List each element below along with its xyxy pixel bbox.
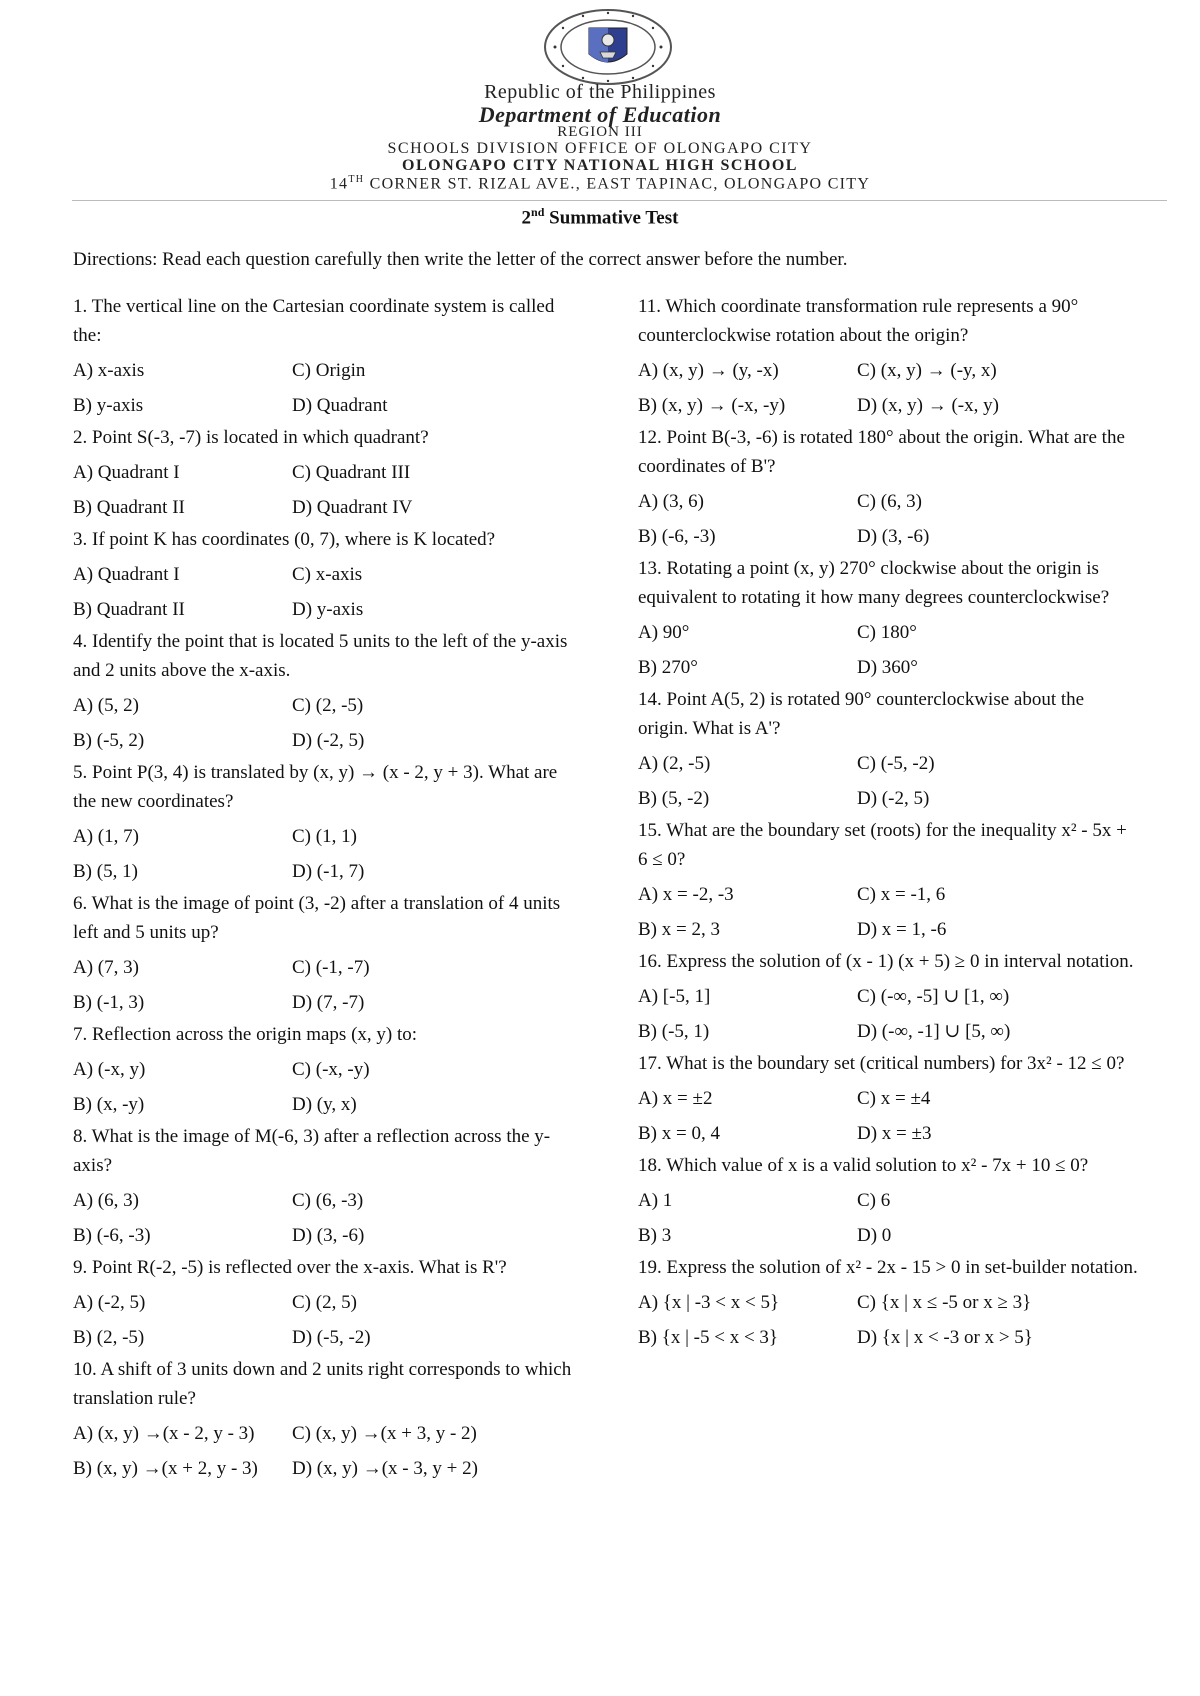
option-c: C) (6, 3) xyxy=(857,491,922,512)
option-row xyxy=(638,484,1138,519)
address-street: CORNER ST. RIZAL AVE., EAST TAPINAC, OLONGAPO CITY xyxy=(364,175,871,193)
option-c: C) (-5, -2) xyxy=(857,753,935,774)
option-row xyxy=(73,688,573,723)
directions: Directions: Read each question carefully then write the letter of the correct answer before the number. xyxy=(73,249,848,270)
option-row xyxy=(638,1183,1138,1218)
question-text: 15. What are the boundary set (roots) for the inequality x² - 5x + 6 ≤ 0? xyxy=(638,820,1127,870)
option-b: B) Quadrant II xyxy=(73,599,185,620)
option-row xyxy=(638,650,1138,685)
option-c: C) (x, y) → (-y, x) xyxy=(857,360,997,381)
option-row xyxy=(73,557,573,592)
question-text: 2. Point S(-3, -7) is located in which quadrant? xyxy=(73,427,429,448)
option-a: A) (-2, 5) xyxy=(73,1292,146,1313)
option-row xyxy=(73,353,573,388)
question-text: 7. Reflection across the origin maps (x, y) to: xyxy=(73,1024,418,1045)
option-c: C) (2, 5) xyxy=(292,1292,357,1313)
left-question-column xyxy=(73,292,573,1486)
option-row xyxy=(73,1320,573,1355)
option-row xyxy=(638,781,1138,816)
option-d: D) (-∞, -1] ∪ [5, ∞) xyxy=(857,1021,1011,1042)
question-text: 5. Point P(3, 4) is translated by (x, y) → (x - 2, y + 3). What are the new coordinates? xyxy=(73,762,558,812)
question-text: 12. Point B(-3, -6) is rotated 180° about the origin. What are the coordinates of B'? xyxy=(638,427,1125,477)
question-text: 10. A shift of 3 units down and 2 units right corresponds to which translation rule? xyxy=(73,1359,572,1409)
option-d: D) (-5, -2) xyxy=(292,1327,371,1348)
option-d: D) (x, y) →(x - 3, y + 2) xyxy=(292,1458,478,1479)
address-ordinal: TH xyxy=(348,174,365,185)
question-10 xyxy=(73,1355,573,1486)
option-row xyxy=(638,1218,1138,1253)
option-row xyxy=(73,1183,573,1218)
question-7 xyxy=(73,1020,573,1122)
option-row xyxy=(638,979,1138,1014)
option-b: B) y-axis xyxy=(73,395,144,416)
option-c: C) x = ±4 xyxy=(857,1088,931,1109)
option-row xyxy=(73,388,573,423)
option-a: A) x-axis xyxy=(73,360,145,381)
option-a: A) Quadrant I xyxy=(73,462,180,483)
question-11 xyxy=(638,292,1138,423)
option-b: B) 270° xyxy=(638,657,698,678)
option-row xyxy=(73,490,573,525)
title-number: 2 xyxy=(521,207,532,229)
option-c: C) (6, -3) xyxy=(292,1190,364,1211)
option-row xyxy=(73,592,573,627)
option-a: A) (1, 7) xyxy=(73,826,139,847)
question-13 xyxy=(638,554,1138,685)
option-a: A) Quadrant I xyxy=(73,564,180,585)
option-d: D) (3, -6) xyxy=(857,526,930,547)
option-b: B) (5, 1) xyxy=(73,861,138,882)
option-b: B) Quadrant II xyxy=(73,497,185,518)
option-c: C) x-axis xyxy=(292,564,363,585)
option-d: D) x = ±3 xyxy=(857,1123,932,1144)
option-row xyxy=(73,1218,573,1253)
letterhead-department: Department of Education xyxy=(478,102,722,127)
letterhead-school: OLONGAPO CITY NATIONAL HIGH SCHOOL xyxy=(402,157,798,174)
option-b: B) (x, -y) xyxy=(73,1094,145,1115)
option-b: B) (-6, -3) xyxy=(638,526,716,547)
option-a: A) x = ±2 xyxy=(638,1088,713,1109)
option-row xyxy=(73,1285,573,1320)
option-row xyxy=(73,819,573,854)
option-a: A) (6, 3) xyxy=(73,1190,139,1211)
question-14 xyxy=(638,685,1138,816)
option-row xyxy=(638,912,1138,947)
option-c: C) Origin xyxy=(292,360,366,381)
option-row xyxy=(73,1052,573,1087)
option-row xyxy=(73,1087,573,1122)
option-b: B) (x, y) →(x + 2, y - 3) xyxy=(73,1458,258,1479)
question-5 xyxy=(73,758,573,889)
question-text: 11. Which coordinate transformation rule represents a 90° counterclockwise rotation about the origin? xyxy=(638,296,1079,346)
option-b: B) (2, -5) xyxy=(73,1327,145,1348)
option-c: C) (2, -5) xyxy=(292,695,364,716)
question-text: 19. Express the solution of x² - 2x - 15 > 0 in set-builder notation. xyxy=(638,1257,1138,1278)
option-a: A) [-5, 1] xyxy=(638,986,711,1007)
option-a: A) (x, y) → (y, -x) xyxy=(638,360,779,381)
option-d: D) (-2, 5) xyxy=(292,730,365,751)
question-text: 3. If point K has coordinates (0, 7), where is K located? xyxy=(73,529,496,550)
question-text: 17. What is the boundary set (critical numbers) for 3x² - 12 ≤ 0? xyxy=(638,1053,1125,1074)
option-row xyxy=(73,455,573,490)
option-b: B) (-1, 3) xyxy=(73,992,145,1013)
option-c: C) (-1, -7) xyxy=(292,957,370,978)
option-b: B) {x | -5 < x < 3} xyxy=(638,1327,779,1348)
option-c: C) (-∞, -5] ∪ [1, ∞) xyxy=(857,986,1010,1007)
option-row xyxy=(638,519,1138,554)
option-a: A) {x | -3 < x < 5} xyxy=(638,1292,780,1313)
option-d: D) x = 1, -6 xyxy=(857,919,947,940)
question-text: 14. Point A(5, 2) is rotated 90° counterclockwise about the origin. What is A'? xyxy=(638,689,1085,739)
option-row xyxy=(638,1014,1138,1049)
question-6 xyxy=(73,889,573,1020)
option-d: D) 360° xyxy=(857,657,918,678)
question-text: 13. Rotating a point (x, y) 270° clockwise about the origin is equivalent to rotating it how many degrees counterclockwise? xyxy=(638,558,1110,608)
option-b: B) (5, -2) xyxy=(638,788,710,809)
letterhead-republic: Republic of the Philippines xyxy=(484,81,716,103)
option-row xyxy=(73,950,573,985)
option-a: A) (5, 2) xyxy=(73,695,139,716)
option-row xyxy=(73,723,573,758)
question-2 xyxy=(73,423,573,525)
option-row xyxy=(638,388,1138,423)
option-c: C) Quadrant III xyxy=(292,462,411,483)
option-a: A) (7, 3) xyxy=(73,957,139,978)
question-text: 8. What is the image of M(-6, 3) after a reflection across the y-axis? xyxy=(73,1126,551,1176)
letterhead-division: SCHOOLS DIVISION OFFICE OF OLONGAPO CITY xyxy=(387,140,813,157)
option-b: B) (-5, 2) xyxy=(73,730,145,751)
letterhead-address xyxy=(0,174,1200,193)
question-17 xyxy=(638,1049,1138,1151)
option-a: A) 90° xyxy=(638,622,690,643)
question-9 xyxy=(73,1253,573,1355)
option-row xyxy=(638,1320,1138,1355)
question-text: 18. Which value of x is a valid solution to x² - 7x + 10 ≤ 0? xyxy=(638,1155,1089,1176)
option-b: B) x = 2, 3 xyxy=(638,919,720,940)
option-row xyxy=(73,854,573,889)
question-18 xyxy=(638,1151,1138,1253)
option-c: C) (-x, -y) xyxy=(292,1059,370,1080)
option-c: C) (x, y) →(x + 3, y - 2) xyxy=(292,1423,477,1444)
option-a: A) (-x, y) xyxy=(73,1059,146,1080)
option-d: D) (-2, 5) xyxy=(857,788,930,809)
question-12 xyxy=(638,423,1138,554)
right-question-column xyxy=(638,292,1138,1355)
option-c: C) 180° xyxy=(857,622,917,643)
option-d: D) Quadrant IV xyxy=(292,497,413,518)
test-title xyxy=(0,205,1200,229)
option-row xyxy=(638,1081,1138,1116)
option-d: D) {x | x < -3 or x > 5} xyxy=(857,1327,1033,1348)
question-text: 6. What is the image of point (3, -2) after a translation of 4 units left and 5 units up? xyxy=(73,893,561,943)
option-a: A) (2, -5) xyxy=(638,753,711,774)
option-row xyxy=(73,1451,573,1486)
option-a: A) (x, y) →(x - 2, y - 3) xyxy=(73,1423,255,1444)
address-number: 14 xyxy=(329,175,349,193)
question-text: 9. Point R(-2, -5) is reflected over the x-axis. What is R'? xyxy=(73,1257,507,1278)
option-d: D) (7, -7) xyxy=(292,992,365,1013)
option-c: C) (1, 1) xyxy=(292,826,357,847)
option-row xyxy=(638,877,1138,912)
option-row xyxy=(638,1285,1138,1320)
option-a: A) x = -2, -3 xyxy=(638,884,734,905)
question-15 xyxy=(638,816,1138,947)
option-d: D) (y, x) xyxy=(292,1094,357,1115)
option-d: D) 0 xyxy=(857,1225,892,1246)
option-d: D) Quadrant xyxy=(292,395,388,416)
title-ordinal: nd xyxy=(531,205,545,219)
question-19 xyxy=(638,1253,1138,1355)
option-b: B) (-5, 1) xyxy=(638,1021,710,1042)
option-c: C) 6 xyxy=(857,1190,891,1211)
option-d: D) (-1, 7) xyxy=(292,861,365,882)
option-c: C) {x | x ≤ -5 or x ≥ 3} xyxy=(857,1292,1032,1313)
title-text: Summative Test xyxy=(544,207,679,229)
question-text: 16. Express the solution of (x - 1) (x + 5) ≥ 0 in interval notation. xyxy=(638,951,1134,972)
option-row xyxy=(638,746,1138,781)
option-row xyxy=(638,1116,1138,1151)
option-d: D) y-axis xyxy=(292,599,364,620)
option-b: B) (-6, -3) xyxy=(73,1225,151,1246)
question-8 xyxy=(73,1122,573,1253)
option-c: C) x = -1, 6 xyxy=(857,884,946,905)
option-d: D) (x, y) → (-x, y) xyxy=(857,395,999,416)
question-text: 1. The vertical line on the Cartesian coordinate system is called the: xyxy=(73,296,555,346)
question-text: 4. Identify the point that is located 5 units to the left of the y-axis and 2 units above the x-axis. xyxy=(73,631,568,681)
question-3 xyxy=(73,525,573,627)
option-row xyxy=(73,1416,573,1451)
option-b: B) x = 0, 4 xyxy=(638,1123,720,1144)
option-b: B) 3 xyxy=(638,1225,672,1246)
question-16 xyxy=(638,947,1138,1049)
deped-seal-logo xyxy=(543,8,673,86)
option-b: B) (x, y) → (-x, -y) xyxy=(638,395,786,416)
question-1 xyxy=(73,292,573,423)
question-4 xyxy=(73,627,573,758)
option-d: D) (3, -6) xyxy=(292,1225,365,1246)
letterhead-region: REGION III xyxy=(557,124,643,140)
option-a: A) (3, 6) xyxy=(638,491,704,512)
option-row xyxy=(638,615,1138,650)
option-a: A) 1 xyxy=(638,1190,673,1211)
option-row xyxy=(638,353,1138,388)
header-divider xyxy=(72,200,1167,201)
option-row xyxy=(73,985,573,1020)
